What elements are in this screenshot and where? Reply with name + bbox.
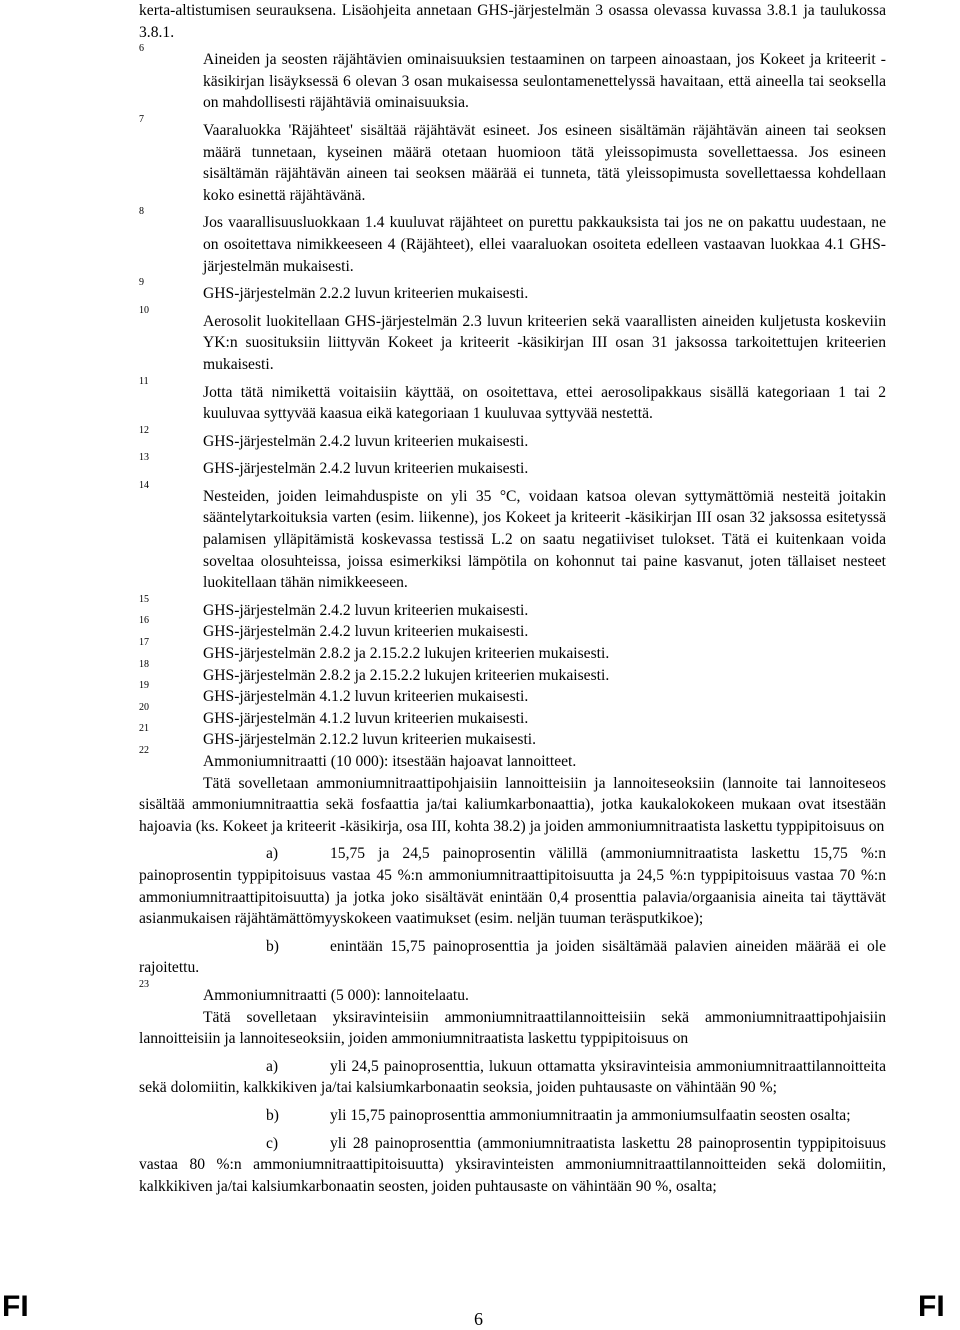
footnote-23-item-c — [139, 1133, 886, 1198]
footnote-20 — [139, 701, 886, 730]
footnote-text: GHS-järjestelmän 2.8.2 ja 2.15.2.2 lukujen kriteerien mukaisesti. — [203, 666, 610, 684]
footnote-number: 23 — [139, 978, 149, 990]
footnote-17 — [139, 637, 886, 665]
item-text: enintään 15,75 painoprosenttia ja joiden sisältämää palavien aineiden määrää ei ole rajoitettu. — [139, 937, 886, 977]
footnote-text: GHS-järjestelmän 2.4.2 luvun kriteerien mukaisesti. — [203, 432, 529, 450]
footnote-9 — [139, 277, 886, 305]
footer-language-code-left: FI — [2, 1290, 29, 1323]
document-body — [139, 0, 886, 1197]
footnote-19 — [139, 680, 886, 708]
footnote-7 — [139, 113, 886, 206]
item-text: yli 24,5 painoprosenttia, lukuun ottamatta yksiravinteisia ammoniumnitraattilannoitteita sekä dolomiitin, kalkkikiven ja/tai kalsiumkarbonaatin seoksia, joiden puhtausaste on vähintään 90 %; — [139, 1057, 886, 1097]
footnote-text: GHS-järjestelmän 2.12.2 luvun kriteerien mukaisesti. — [203, 731, 537, 749]
footer-language-code-right: FI — [918, 1290, 945, 1323]
footnote-10 — [139, 304, 886, 376]
footnote-11 — [139, 375, 886, 425]
footnote-text: Ammoniumnitraatti (10 000): itsestään hajoavat lannoitteet. — [203, 753, 577, 770]
footnote-number: 19 — [139, 680, 149, 692]
footnote-number: 11 — [139, 375, 149, 387]
footnote-text: GHS-järjestelmän 2.8.2 ja 2.15.2.2 lukujen kriteerien mukaisesti. — [203, 645, 610, 663]
page-number: 6 — [474, 1309, 483, 1329]
footnote-21 — [139, 723, 886, 751]
footnote-text: Nesteiden, joiden leimahduspiste on yli 35 °C, voidaan katsoa olevan syttymättömiä nesteitä joitakin sääntelytarkoituksia varten (esim. liikenne), jos Kokeet ja kriteerit -käsikirjan III osan 32 jaksossa esitetyssä palamisen ylläpitämistä koskevassa testissä L.2 on saatu negatiiviset tulokset. Tätä ei kuitenkaan voida soveltaa olosuhteissa, joissa esimerkiksi lämpötila on kohonnut tai paine kasvanut, joten tällaiset nesteet luokitellaan tähän nimikkeeseen. — [203, 487, 886, 592]
footnote-23 — [139, 978, 886, 1007]
footnote-number: 16 — [139, 615, 149, 627]
item-text: yli 15,75 painoprosenttia ammoniumnitraatin ja ammoniumsulfaatin seosten osalta; — [330, 1106, 851, 1124]
footnote-text: GHS-järjestelmän 2.2.2 luvun kriteerien mukaisesti. — [203, 285, 529, 303]
footnote-22 — [139, 745, 886, 773]
footnote-23-item-b — [139, 1105, 886, 1127]
footnote-text: GHS-järjestelmän 2.4.2 luvun kriteerien mukaisesti. — [203, 460, 529, 478]
footnote-text: GHS-järjestelmän 4.1.2 luvun kriteerien mukaisesti. — [203, 688, 529, 706]
footnote-6 — [139, 43, 886, 114]
footnote-number: 15 — [139, 593, 149, 605]
intro-paragraph: kerta-altistumisen seurauksena. Lisäohjeita annetaan GHS-järjestelmän 3 osassa olevassa kuvassa 3.8.1 ja taulukossa 3.8.1. — [139, 2, 886, 41]
footnote-number: 14 — [139, 479, 149, 491]
footnote-text: Vaaraluokka 'Räjähteet' sisältää räjähtävät esineet. Jos esineen sisältämän räjähtävän aineen tai seoksen määrä tunnetaan, kyseinen määrä otetaan huomioon tätä yleissopimusta sovellettaessa. Jos esineen sisältämän räjähtävän aineen tai seoksen määrää ei tunneta, tätä yleissopimusta sovellettaessa kohdellaan koko esinettä räjähtävänä. — [203, 121, 886, 204]
footnote-18 — [139, 658, 886, 687]
footnote-22-item-a — [139, 843, 886, 929]
footnote-number: 22 — [139, 745, 149, 756]
footnote-number: 21 — [139, 723, 149, 735]
footnote-text: GHS-järjestelmän 2.4.2 luvun kriteerien mukaisesti. — [203, 623, 529, 641]
footnote-15 — [139, 593, 886, 622]
item-label: b) — [266, 1106, 279, 1124]
footnote-text: Ammoniumnitraatti (5 000): lannoitelaatu. — [203, 986, 469, 1004]
item-text: 15,75 ja 24,5 painoprosentin välillä (ammoniumnitraatista laskettu 15,75 %:n painoprosentin typpipitoisuus vastaa 45 %:n ammoniumnitraattipitoisuutta ja 24,5 %:n typpipitoisuus vastaa 70 %:n ammoniumnitraattipitoisuutta) ja jotka joko sisältävät enintään 0,4 prosenttia palavia/orgaanisia aineita tai täyttävät asianmukaisen räjähtämättömyyskokeen vaatimukset (esim. neljän tuuman teräsputkikoe); — [139, 845, 886, 928]
footnote-23-paragraph: Tätä sovelletaan yksiravinteisiin ammoniumnitraattilannoitteisiin sekä ammoniumnitraattipohjaisiin lannoitteisiin ja lannoiteseoksiin, joiden ammoniumnitraatista laskettu typpipitoisuus on — [139, 1008, 886, 1048]
footnote-22-paragraph: Tätä sovelletaan ammoniumnitraattipohjaisiin lannoitteisiin ja lannoiteseoksiin (lannoite tai lannoiteseos sisältää ammoniumnitraattia sekä fosfaattia ja/tai kaliumkarbonaattia), jotka kaukalokokeen mukaan ovat itsestään hajoavia (ks. Kokeet ja kriteerit -käsikirja, osa III, kohta 38.2) ja joiden ammoniumnitraatista laskettu typpipitoisuus on — [139, 774, 886, 835]
footnote-23-item-a — [139, 1056, 886, 1099]
footnote-text: Aineiden ja seosten räjähtävien ominaisuuksien testaaminen on tarpeen ainoastaan, jos Kokeet ja kriteerit -käsikirjan lisäyksessä 6 olevan 3 osan mukaisessa seulontamenettelyssä havaitaan, että aineella tai seoksella on mahdollisesti räjähtäviä ominaisuuksia. — [203, 51, 886, 112]
footnote-number: 6 — [139, 43, 144, 55]
footnote-14 — [139, 479, 886, 594]
footnote-8 — [139, 206, 886, 277]
footnote-number: 18 — [139, 658, 149, 670]
footnote-16 — [139, 615, 886, 643]
footnote-number: 20 — [139, 701, 149, 713]
item-label: b) — [266, 937, 279, 955]
footnote-number: 9 — [139, 277, 144, 289]
footnote-number: 17 — [139, 637, 149, 649]
footnote-text: Jotta tätä nimikettä voitaisiin käyttää, on osoitettava, ettei aerosolipakkaus sisällä kategoriaan 1 tai 2 kuuluvaa syttyvää kaasua eikä kategoriaan 1 kuuluvaa syttyvää nestettä. — [203, 383, 886, 423]
footnote-13 — [139, 452, 886, 480]
footnote-text: Jos vaarallisuusluokkaan 1.4 kuuluvat räjähteet on purettu pakkauksista tai jos ne on pakattu uudestaan, ne on osoitettava nimikkeeseen 4 (Räjähteet), ellei vaaraluokan osoiteta edelleen vastaavan luokkaa 4.1 GHS-järjestelmän mukaisesti. — [203, 214, 886, 275]
footnote-number: 10 — [139, 304, 149, 316]
footnote-number: 8 — [139, 206, 144, 218]
footnote-12 — [139, 424, 886, 453]
footnote-text: GHS-järjestelmän 2.4.2 luvun kriteerien mukaisesti. — [203, 601, 529, 619]
item-label: a) — [266, 1057, 279, 1075]
footnote-number: 7 — [139, 113, 144, 125]
footnote-text: Aerosolit luokitellaan GHS-järjestelmän 2.3 luvun kriteerien sekä vaarallisten aineiden kuljetusta koskeviin YK:n suosituksiin liittyvän Kokeet ja kriteerit -käsikirjan III osan 31 jaksossa tarkoitettujen kriteerien mukaisesti. — [203, 312, 886, 373]
item-text: yli 28 painoprosenttia (ammoniumnitraatista laskettu 28 painoprosentin typpipitoisuus vastaa 80 %:n ammoniumnitraattipitoisuutta) yksiravinteisten ammoniumnitraattilannoitteiden sekä dolomiitin, kalkkikiven ja/tai kalsiumkarbonaatin seosten, joiden puhtausaste on vähintään 90 %, osalta; — [139, 1134, 886, 1195]
footnote-text: GHS-järjestelmän 4.1.2 luvun kriteerien mukaisesti. — [203, 709, 529, 727]
item-label: c) — [266, 1134, 279, 1152]
footnote-number: 13 — [139, 452, 149, 464]
item-label: a) — [266, 845, 279, 863]
footnote-22-item-b — [139, 936, 886, 979]
footnote-number: 12 — [139, 424, 149, 436]
